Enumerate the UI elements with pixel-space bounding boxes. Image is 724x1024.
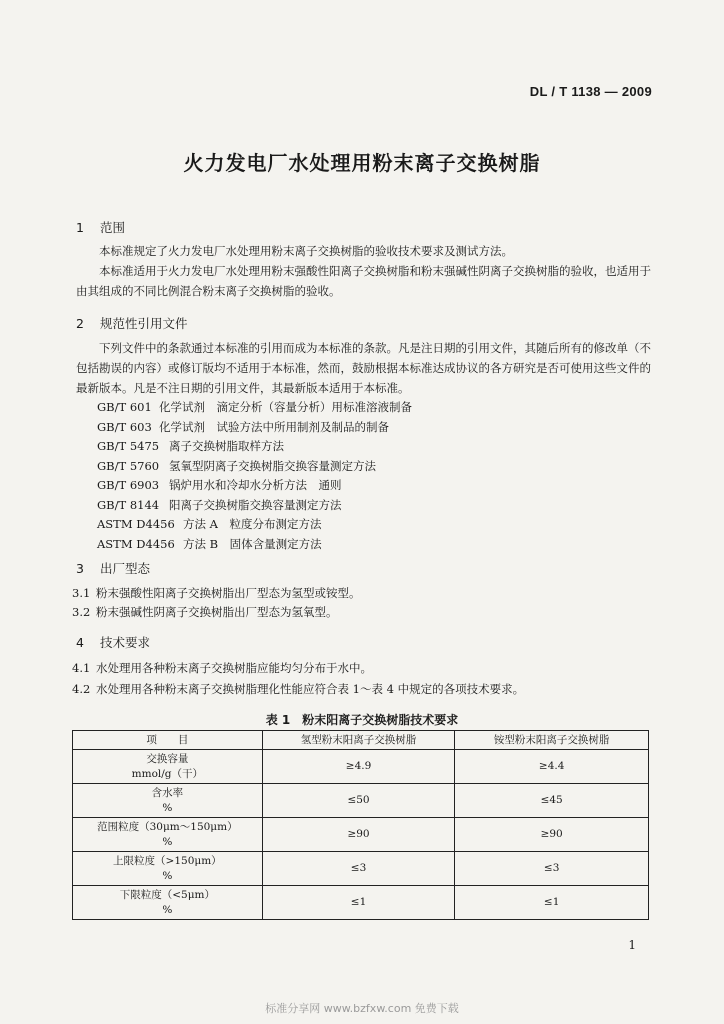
reference-item bbox=[97, 515, 412, 535]
reference-code: GB/T 5760 bbox=[97, 458, 160, 473]
section-4-heading bbox=[76, 633, 150, 651]
watermark: 标准分享网 www.bzfxw.com 免费下载 bbox=[265, 1002, 459, 1015]
reference-code: ASTM D4456 bbox=[97, 517, 175, 531]
clause-3-1 bbox=[72, 585, 361, 601]
reference-code: ASTM D4456 bbox=[97, 536, 175, 551]
section-2-heading bbox=[76, 314, 188, 332]
reference-item bbox=[97, 418, 412, 438]
table-header-row bbox=[73, 731, 649, 750]
reference-title: 离子交换树脂取样方法 bbox=[169, 439, 284, 453]
reference-title: 锅炉用水和冷却水分析方法 通则 bbox=[169, 478, 342, 492]
reference-title: 方法 A 粒度分布测定方法 bbox=[183, 517, 322, 531]
reference-title: 方法 B 固体含量测定方法 bbox=[183, 536, 322, 551]
section-number: 3 bbox=[76, 561, 84, 576]
item-cell bbox=[73, 886, 263, 920]
clause-text: 水处理用各种粉末离子交换树脂应能均匀分布于水中。 bbox=[96, 661, 372, 675]
nh4-form-value: ≥4.4 bbox=[455, 750, 649, 784]
section-title: 范围 bbox=[100, 220, 126, 235]
document-title: 火力发电厂水处理用粉末离子交换树脂 bbox=[183, 151, 541, 175]
h-form-value: ≤3 bbox=[262, 852, 455, 886]
section-1-body bbox=[76, 241, 654, 301]
item-cell bbox=[73, 852, 263, 886]
header-h-form: 氢型粉末阳离子交换树脂 bbox=[262, 731, 455, 750]
h-form-value: ≥4.9 bbox=[262, 750, 455, 784]
section-number: 4 bbox=[76, 635, 84, 650]
page-number: 1 bbox=[628, 938, 636, 952]
nh4-form-value: ≤45 bbox=[455, 784, 649, 818]
reference-item bbox=[97, 437, 412, 457]
item-cell bbox=[73, 818, 263, 852]
section-number: 1 bbox=[76, 220, 84, 235]
spec-table bbox=[72, 730, 649, 920]
item-cell bbox=[73, 784, 263, 818]
section-1-heading bbox=[76, 218, 125, 236]
table-row bbox=[73, 818, 649, 852]
clause-number: 3.1 bbox=[72, 586, 91, 600]
item-unit: % bbox=[162, 801, 173, 814]
paragraph: 本标准规定了火力发电厂水处理用粉末离子交换树脂的验收技术要求及测试方法。 bbox=[99, 244, 513, 258]
reference-code: GB/T 8144 bbox=[97, 497, 160, 512]
clause-number: 4.1 bbox=[72, 661, 91, 675]
item-name: 范围粒度（30μm～150μm） bbox=[97, 820, 238, 833]
table-row bbox=[73, 750, 649, 784]
reference-code: GB/T 5475 bbox=[97, 439, 160, 453]
paragraph: 下列文件中的条款通过本标准的引用而成为本标准的条款。凡是注日期的引用文件，其随后所有的修改单（不包括勘误的内容）或修订版均不适用于本标准，然而，鼓励根据本标准达成协议的各方研究是否可使用这些文件的最新版本。凡是不注日期的引用文件，其最新版本适用于本标准。 bbox=[76, 341, 651, 395]
section-title: 技术要求 bbox=[100, 635, 151, 650]
table-row bbox=[73, 852, 649, 886]
clause-text: 粉末强碱性阴离子交换树脂出厂型态为氢氧型。 bbox=[96, 605, 338, 619]
clause-4-1 bbox=[72, 660, 372, 676]
item-unit: % bbox=[162, 869, 173, 882]
clause-3-2 bbox=[72, 604, 338, 620]
reference-code: GB/T 603 bbox=[97, 419, 152, 434]
section-3-heading bbox=[76, 559, 150, 577]
standard-code: DL / T 1138 — 2009 bbox=[529, 84, 652, 99]
nh4-form-value: ≤3 bbox=[455, 852, 649, 886]
nh4-form-value: ≥90 bbox=[455, 818, 649, 852]
header-nh4-form: 铵型粉末阳离子交换树脂 bbox=[455, 731, 649, 750]
reference-list bbox=[97, 398, 412, 554]
section-title: 规范性引用文件 bbox=[100, 316, 188, 331]
item-name: 上限粒度（>150μm） bbox=[113, 854, 222, 867]
item-cell bbox=[73, 750, 263, 784]
clause-text: 水处理用各种粉末离子交换树脂理化性能应符合表 1～表 4 中规定的各项技术要求。 bbox=[96, 682, 525, 696]
reference-item bbox=[97, 535, 412, 555]
reference-item bbox=[97, 398, 412, 418]
clause-number: 4.2 bbox=[72, 682, 91, 696]
paragraph: 本标准适用于火力发电厂水处理用粉末强酸性阳离子交换树脂和粉末强碱性阴离子交换树脂的验收，也适用于由其组成的不同比例混合粉末离子交换树脂的验收。 bbox=[76, 264, 651, 298]
reference-title: 氢氧型阴离子交换树脂交换容量测定方法 bbox=[169, 458, 376, 473]
h-form-value: ≥90 bbox=[262, 818, 455, 852]
item-name: 下限粒度（<5μm） bbox=[119, 888, 215, 901]
header-item: 项 目 bbox=[73, 731, 263, 750]
nh4-form-value: ≤1 bbox=[455, 886, 649, 920]
h-form-value: ≤1 bbox=[262, 886, 455, 920]
item-unit: mmol/g（干） bbox=[131, 767, 204, 780]
clause-number: 3.2 bbox=[72, 605, 91, 619]
reference-item bbox=[97, 476, 412, 496]
clause-4-2 bbox=[72, 681, 524, 697]
item-unit: % bbox=[162, 903, 173, 916]
h-form-value: ≤50 bbox=[262, 784, 455, 818]
section-2-body bbox=[76, 338, 654, 398]
table-caption: 表 1 粉末阳离子交换树脂技术要求 bbox=[265, 713, 459, 727]
item-unit: % bbox=[162, 835, 173, 848]
table-row bbox=[73, 886, 649, 920]
reference-title: 阳离子交换树脂交换容量测定方法 bbox=[169, 497, 342, 512]
item-name: 含水率 bbox=[151, 786, 184, 799]
reference-code: GB/T 601 bbox=[97, 400, 152, 414]
reference-title: 化学试剂 试验方法中所用制剂及制品的制备 bbox=[159, 419, 389, 434]
section-title: 出厂型态 bbox=[100, 561, 151, 576]
table-row bbox=[73, 784, 649, 818]
reference-item bbox=[97, 496, 412, 516]
section-number: 2 bbox=[76, 316, 84, 331]
reference-code: GB/T 6903 bbox=[97, 478, 160, 492]
reference-title: 化学试剂 滴定分析（容量分析）用标准溶液制备 bbox=[159, 400, 412, 414]
clause-text: 粉末强酸性阳离子交换树脂出厂型态为氢型或铵型。 bbox=[96, 586, 361, 600]
reference-item bbox=[97, 457, 412, 477]
item-name: 交换容量 bbox=[146, 752, 189, 765]
